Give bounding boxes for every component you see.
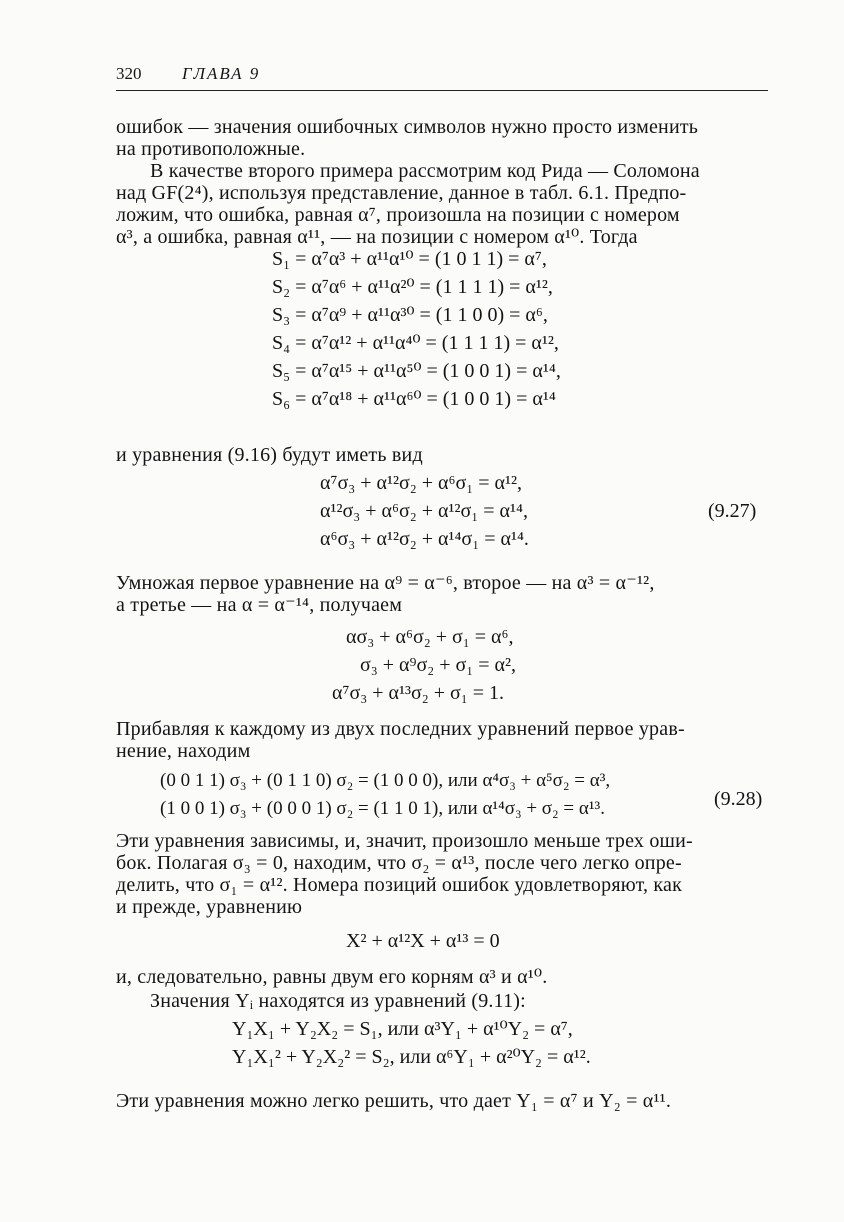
text-line: делить, что σ₁ = α¹². Номера позиций ошибок удовлетворяют, как xyxy=(116,874,683,896)
text-line: и прежде, уравнению xyxy=(116,896,303,918)
equation-system-9-28 xyxy=(160,770,610,826)
text-line: над GF(2⁴), используя представление, данное в табл. 6.1. Предпо- xyxy=(116,182,687,204)
equation: S₃ = α⁷α⁹ + α¹¹α³⁰ = (1 1 0 0) = α⁶, xyxy=(272,304,548,326)
text-line: Прибавляя к каждому из двух последних уравнений первое урав- xyxy=(116,718,685,740)
equation: α¹²σ₃ + α⁶σ₂ + α¹²σ₁ = α¹⁴, xyxy=(320,500,528,522)
text-line: Значения Yᵢ находятся из уравнений (9.11): xyxy=(150,990,526,1012)
text-line: бок. Полагая σ₃ = 0, находим, что σ₂ = α¹³, после чего легко опре- xyxy=(116,852,682,874)
equation: σ₃ + α⁹σ₂ + σ₁ = α², xyxy=(360,654,517,676)
text-line: и, следовательно, равны двум его корням α³ и α¹⁰. xyxy=(116,966,548,988)
equation: Y₁X₁ + Y₂X₂ = S₁, или α³Y₁ + α¹⁰Y₂ = α⁷, xyxy=(232,1018,573,1040)
equation: S₆ = α⁷α¹⁸ + α¹¹α⁶⁰ = (1 0 0 1) = α¹⁴ xyxy=(272,388,556,410)
equation: (0 0 1 1) σ₃ + (0 1 1 0) σ₂ = (1 0 0 0), или α⁴σ₃ + α⁵σ₂ = α³, xyxy=(160,770,611,791)
equation: (1 0 0 1) σ₃ + (0 0 0 1) σ₂ = (1 1 0 1), или α¹⁴σ₃ + σ₂ = α¹³. xyxy=(160,798,605,819)
equation-number: (9.28) xyxy=(714,788,763,810)
equation: ασ₃ + α⁶σ₂ + σ₁ = α⁶, xyxy=(346,626,514,648)
paragraph-4 xyxy=(116,572,768,616)
equation: α⁷σ₃ + α¹³σ₂ + σ₁ = 1. xyxy=(332,682,505,704)
text-line: α³, а ошибка, равная α¹¹, — на позиции с номером α¹⁰. Тогда xyxy=(116,226,638,248)
text-line: ложим, что ошибка, равная α⁷, произошла на позиции с номером xyxy=(116,204,680,226)
equation-system-9-27 xyxy=(320,472,529,556)
text-line: и уравнения (9.16) будут иметь вид xyxy=(116,444,423,466)
equation-system-4 xyxy=(232,1018,591,1074)
text-line: нение, находим xyxy=(116,740,251,762)
equation-system-2 xyxy=(332,626,517,710)
text-line: а третье — на α = α⁻¹⁴, получаем xyxy=(116,594,403,616)
equation: S₅ = α⁷α¹⁵ + α¹¹α⁵⁰ = (1 0 0 1) = α¹⁴, xyxy=(272,360,561,382)
paragraph-6 xyxy=(116,830,768,918)
text-line: Умножая первое уравнение на α⁹ = α⁻⁶, второе — на α³ = α⁻¹², xyxy=(116,572,655,594)
running-header xyxy=(116,60,768,91)
text-line: на противоположные. xyxy=(116,138,306,160)
chapter-title: ГЛАВА 9 xyxy=(182,64,261,83)
equation: S₁ = α⁷α³ + α¹¹α¹⁰ = (1 0 1 1) = α⁷, xyxy=(272,248,547,270)
syndrome-equations xyxy=(272,248,561,416)
equation: α⁷σ₃ + α¹²σ₂ + α⁶σ₁ = α¹², xyxy=(320,472,522,494)
paragraph-1 xyxy=(116,116,768,160)
paragraph-8 xyxy=(116,990,768,1012)
equation: S₂ = α⁷α⁶ + α¹¹α²⁰ = (1 1 1 1) = α¹², xyxy=(272,276,553,298)
text-line: Эти уравнения зависимы, и, значит, произошло меньше трех оши- xyxy=(116,830,693,852)
paragraph-2 xyxy=(116,160,768,248)
text-line: ошибок — значения ошибочных символов нужно просто изменить xyxy=(116,116,699,138)
paragraph-9 xyxy=(116,1090,768,1112)
text-line: В качестве второго примера рассмотрим код Рида — Соломона xyxy=(150,160,700,182)
equation: Y₁X₁² + Y₂X₂² = S₂, или α⁶Y₁ + α²⁰Y₂ = α¹². xyxy=(232,1046,591,1068)
paragraph-7 xyxy=(116,966,768,988)
equation: S₄ = α⁷α¹² + α¹¹α⁴⁰ = (1 1 1 1) = α¹², xyxy=(272,332,559,354)
text-line: Эти уравнения можно легко решить, что дает Y₁ = α⁷ и Y₂ = α¹¹. xyxy=(116,1090,672,1112)
equation-number: (9.27) xyxy=(708,500,757,522)
page-number: 320 xyxy=(116,64,142,83)
equation: α⁶σ₃ + α¹²σ₂ + α¹⁴σ₁ = α¹⁴. xyxy=(320,528,529,550)
paragraph-3 xyxy=(116,444,768,466)
locator-equation: X² + α¹²X + α¹³ = 0 xyxy=(346,930,500,952)
paragraph-5 xyxy=(116,718,768,762)
